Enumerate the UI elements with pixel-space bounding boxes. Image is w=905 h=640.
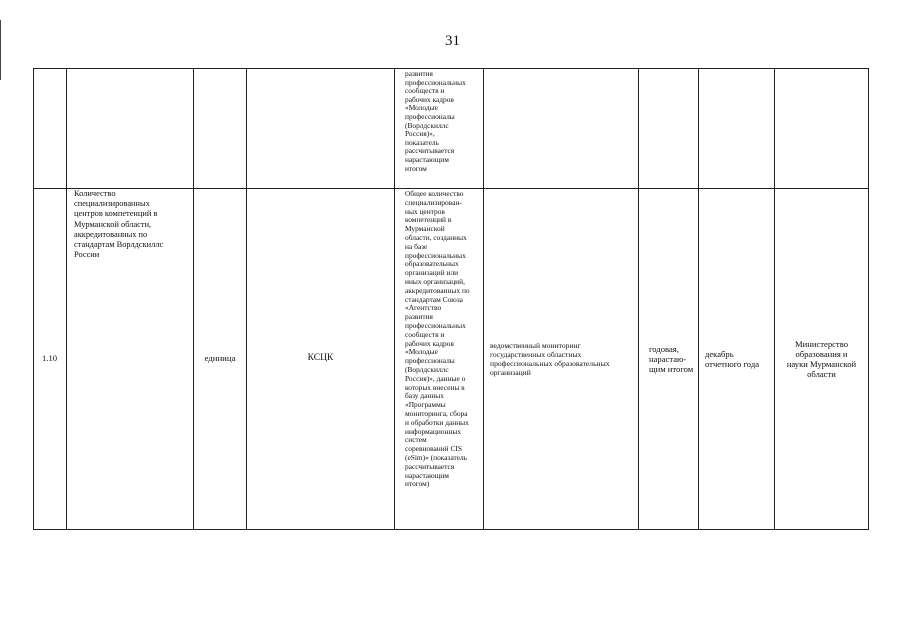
text-line: «Молодые <box>405 347 438 357</box>
text-line: рассчитывается <box>405 146 455 156</box>
cell-description <box>395 69 484 189</box>
cell-number <box>34 69 67 189</box>
text-line: итогом) <box>405 479 430 489</box>
cell-deadline <box>699 189 775 530</box>
text-line: развития <box>405 69 433 78</box>
page-edge-mark <box>0 20 1 80</box>
text-line: России <box>74 250 100 260</box>
text-line: (Ворлдскиллс <box>405 120 449 130</box>
text-line: специализирован- <box>405 197 462 207</box>
text-line: организаций или <box>405 268 459 278</box>
cell-number: 1.10 <box>34 189 67 530</box>
text-line: специализированных <box>74 199 150 209</box>
text-line: образования и <box>795 349 848 359</box>
text-line: аккредитованных по <box>405 285 470 295</box>
text-line: «Агентство <box>405 303 442 313</box>
text-line: на базе <box>405 241 428 251</box>
text-line: рассчитывается <box>405 461 455 471</box>
text-line: профессионалы <box>405 111 455 121</box>
text-line: нарастающим <box>405 470 449 480</box>
text-line: организаций <box>490 368 531 377</box>
text-line: сообществ и <box>405 329 445 339</box>
text-line: нарастаю- <box>649 354 687 364</box>
cell-responsible <box>775 189 869 530</box>
text-line: мониторинга, сбора <box>405 408 468 418</box>
cell-name <box>67 189 194 530</box>
text-line: аккредитованных по <box>74 229 148 239</box>
text-line: систем <box>405 435 427 445</box>
cell-periodicity <box>639 69 699 189</box>
text-line: отчетного года <box>705 359 760 369</box>
text-line: государственных областных <box>490 350 582 359</box>
text-line: ведомственный мониторинг <box>490 341 581 350</box>
table-row <box>34 69 869 189</box>
text-line: Мурманской области, <box>74 219 152 229</box>
cell-code: КСЦК <box>247 189 395 530</box>
text-line: сообществ и <box>405 86 445 96</box>
cell-code <box>247 69 395 189</box>
indicators-table <box>33 68 869 530</box>
text-line: стандартам Союза <box>405 294 463 304</box>
cell-source <box>484 69 639 189</box>
text-line: области, созданных <box>405 232 467 242</box>
text-line: (Ворлдскиллс <box>405 364 449 374</box>
cell-deadline <box>699 69 775 189</box>
text-line: профессиональных <box>405 250 466 260</box>
cell-unit: единица <box>194 189 247 530</box>
text-line: итогом <box>405 163 427 173</box>
text-line: Общее количество <box>405 189 464 198</box>
text-line: ных центров <box>405 206 445 216</box>
text-line: Россия)», <box>405 129 435 139</box>
text-line: базу данных <box>405 391 444 401</box>
text-line: соревнований CIS <box>405 444 462 454</box>
text-line: науки Мурманской <box>786 359 857 369</box>
text-line: которых внесены в <box>405 382 465 392</box>
text-line: Количество <box>74 189 116 198</box>
text-line: развития <box>405 312 433 322</box>
text-line: иных организаций, <box>405 276 465 286</box>
text-line: центров компетенций в <box>74 209 158 219</box>
cell-name <box>67 69 194 189</box>
text-line: Министерство <box>795 339 848 349</box>
cell-responsible <box>775 69 869 189</box>
cell-periodicity <box>639 189 699 530</box>
text-line: (eSim)» (показатель <box>405 452 468 462</box>
text-line: стандартам Ворлдскиллс <box>74 240 164 250</box>
text-line: показатель <box>405 137 439 147</box>
text-line: профессиональных <box>405 320 466 330</box>
text-line: Мурманской <box>405 224 445 234</box>
cell-description <box>395 189 484 530</box>
text-line: Россия)», данные о <box>405 373 466 383</box>
text-line: профессиональных образовательных <box>490 359 610 368</box>
text-line: области <box>807 369 836 379</box>
text-line: щим итогом <box>649 364 694 374</box>
text-line: информационных <box>405 426 462 436</box>
table-row <box>34 189 869 530</box>
text-line: «Молодые <box>405 103 438 113</box>
text-line: рабочих кадров <box>405 338 454 348</box>
text-line: «Программы <box>405 400 446 410</box>
text-line: нарастающим <box>405 154 449 164</box>
text-line: декабрь <box>705 349 734 359</box>
cell-source <box>484 189 639 530</box>
text-line: профессионалы <box>405 356 455 366</box>
text-line: компетенций в <box>405 215 452 225</box>
text-line: образовательных <box>405 259 459 269</box>
text-line: рабочих кадров <box>405 94 454 104</box>
text-line: и обработки данных <box>405 417 469 427</box>
page-number: 31 <box>445 33 460 49</box>
cell-unit <box>194 69 247 189</box>
text-line: профессиональных <box>405 77 466 87</box>
text-line: годовая, <box>649 344 679 354</box>
